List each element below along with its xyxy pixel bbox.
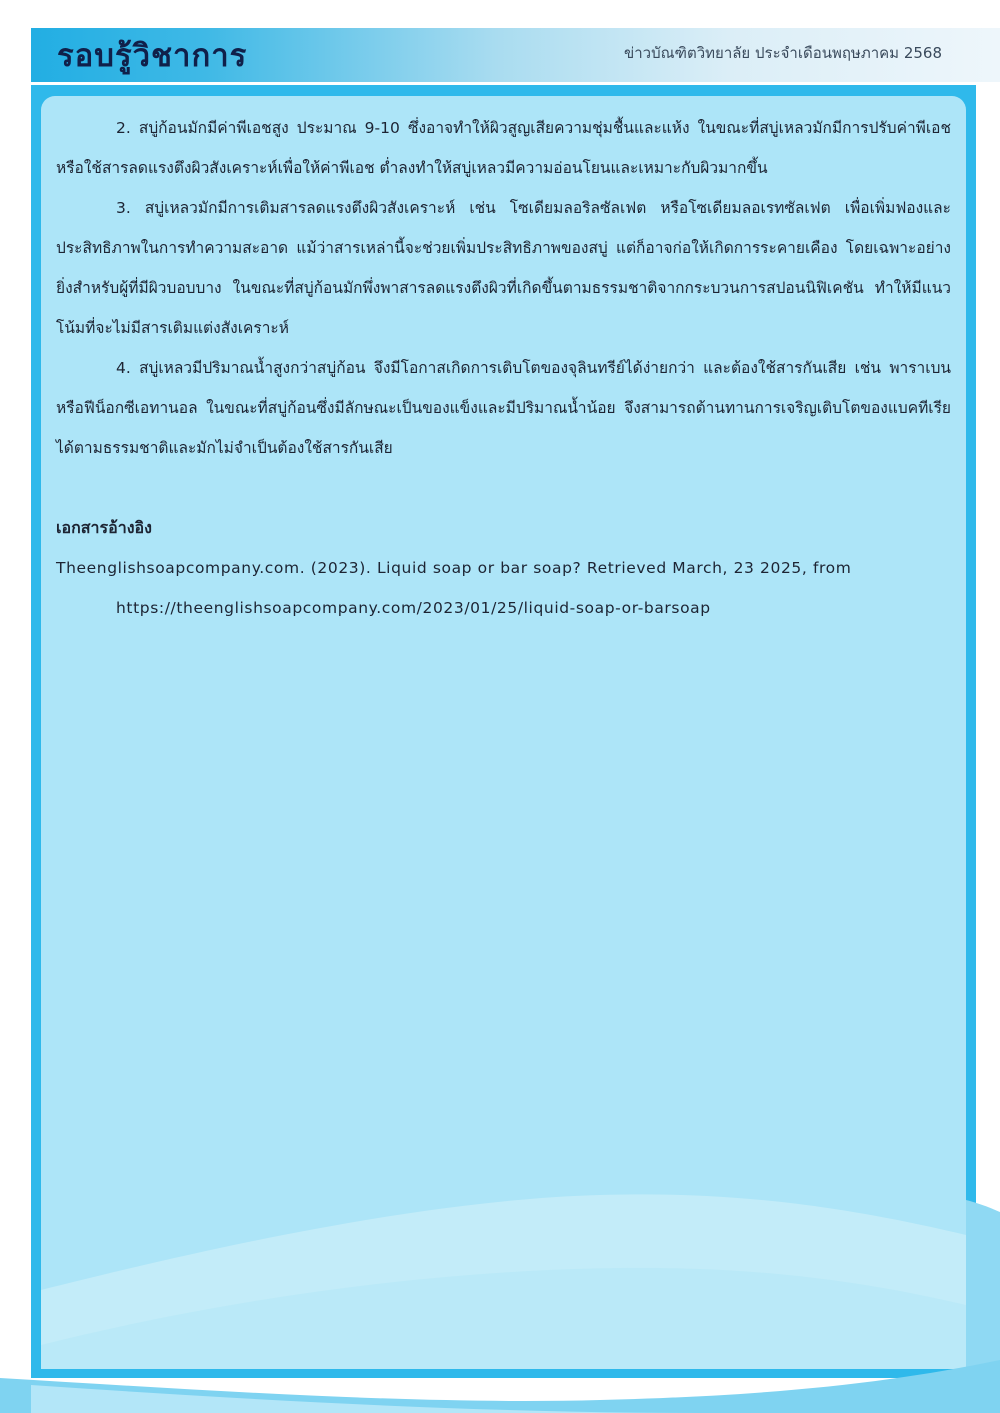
section-title: รอบรู้วิชาการ [57,38,248,74]
article-body [56,108,951,628]
references-heading: เอกสารอ้างอิง [56,518,152,537]
paragraph-3: 3. สบู่เหลวมักมีการเติมสารลดแรงตึงผิวสังเคราะห์ เช่น โซเดียมลอริลซัลเฟต หรือโซเดียมลอเรทซัลเฟต เพื่อเพิ่มฟองและประสิทธิภาพในการทำความสะอาด แม้ว่าสารเหล่านี้จะช่วยเพิ่มประสิทธิภาพของสบู่ แต่ก็อาจก่อให้เกิดการระคายเคือง โดยเฉพาะอย่างยิ่งสำหรับผู้ที่มีผิวบอบบาง ในขณะที่สบู่ก้อนมักพึ่งพาสารลดแรงตึงผิวที่เกิดขึ้นตามธรรมชาติจากกระบวนการสปอนนิฟิเคชัน ทำให้มีแนวโน้มที่จะไม่มีสารเติมแต่งสังเคราะห์ [56,199,951,337]
paragraph-4: 4. สบู่เหลวมีปริมาณน้ำสูงกว่าสบู่ก้อน จึงมีโอกาสเกิดการเติบโตของจุลินทรีย์ได้ง่ายกว่า และต้องใช้สารกันเสีย เช่น พาราเบน หรือฟีน็อกซีเอทานอล ในขณะที่สบู่ก้อนซึ่งมีลักษณะเป็นของแข็งและมีปริมาณน้ำน้อย จึงสามารถต้านทานการเจริญเติบโตของแบคทีเรียได้ตามธรรมชาติและมักไม่จำเป็นต้องใช้สารกันเสีย [56,359,951,457]
reference-entry [56,548,951,628]
reference-url[interactable]: https://theenglishsoapcompany.com/2023/01/25/liquid-soap-or-barsoap [116,599,711,617]
issue-label: ข่าวบัณฑิตวิทยาลัย ประจำเดือนพฤษภาคม 2568 [623,44,942,62]
reference-text: Theenglishsoapcompany.com. (2023). Liquid soap or bar soap? Retrieved March, 23 2025, from [56,559,852,577]
paragraph-2: 2. สบู่ก้อนมักมีค่าพีเอชสูง ประมาณ 9-10 ซึ่งอาจทำให้ผิวสูญเสียความชุ่มชื้นและแห้ง ในขณะที่สบู่เหลวมักมีการปรับค่าพีเอช หรือใช้สารลดแรงตึงผิวสังเคราะห์เพื่อให้ค่าพีเอช ต่ำลงทำให้สบู่เหลวมีความอ่อนโยนและเหมาะกับผิวมากขึ้น [56,119,951,177]
